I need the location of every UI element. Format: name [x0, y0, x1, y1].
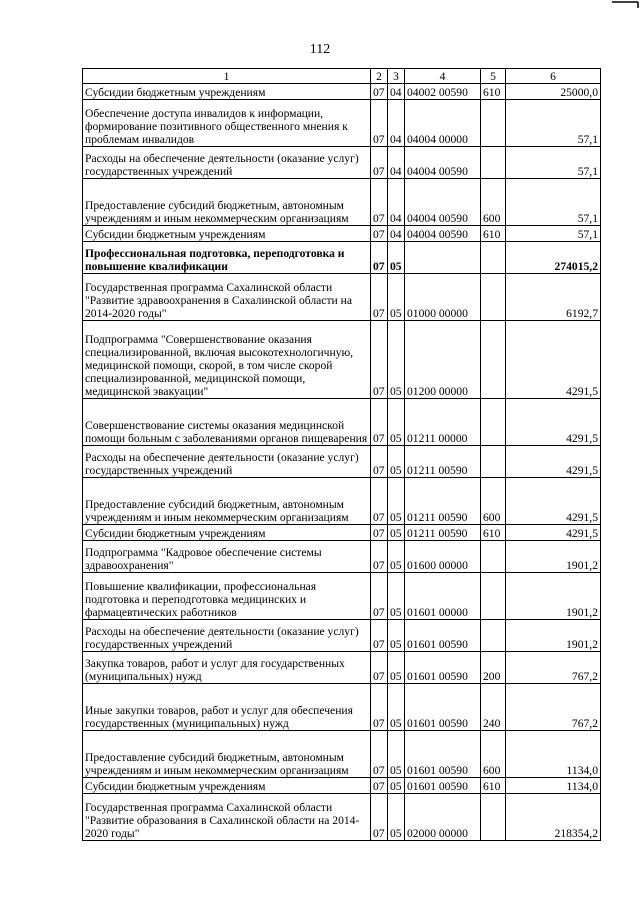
- row-amount: 1901,2: [506, 573, 601, 620]
- row-expense-type: [481, 399, 506, 446]
- row-amount: 4291,5: [506, 478, 601, 525]
- row-amount: 1134,0: [506, 778, 601, 794]
- row-expense-type: 600: [481, 731, 506, 778]
- table-row: [83, 226, 601, 242]
- row-subsection: 04: [388, 100, 405, 147]
- row-section: 07: [371, 100, 388, 147]
- table-row: [83, 446, 601, 478]
- row-section: 07: [371, 274, 388, 321]
- row-target-article: [405, 242, 481, 274]
- row-target-article: 01211 00000: [405, 399, 481, 446]
- row-subsection: 05: [388, 620, 405, 652]
- row-target-article: 04004 00000: [405, 100, 481, 147]
- row-target-article: 01211 00590: [405, 446, 481, 478]
- table-header-row: [83, 69, 601, 84]
- row-amount: 4291,5: [506, 446, 601, 478]
- row-section: 07: [371, 652, 388, 684]
- table-row: [83, 147, 601, 179]
- row-subsection: 04: [388, 226, 405, 242]
- row-section: 07: [371, 179, 388, 226]
- row-expense-type: [481, 446, 506, 478]
- row-target-article: 04004 00590: [405, 226, 481, 242]
- row-section: 07: [371, 321, 388, 399]
- header-cell: 1: [83, 69, 371, 84]
- row-name: Обеспечение доступа инвалидов к информации, формирование позитивного общественного мнения к проблемам инвалидов: [83, 100, 371, 147]
- table-row: [83, 478, 601, 525]
- row-name: Предоставление субсидий бюджетным, автономным учреждениям и иным некоммерческим организациям: [83, 478, 371, 525]
- row-name: Расходы на обеспечение деятельности (оказание услуг) государственных учреждений: [83, 446, 371, 478]
- row-name: Государственная программа Сахалинской области "Развитие образования в Сахалинской области на 2014-2020 годы": [83, 794, 371, 841]
- row-amount: 57,1: [506, 226, 601, 242]
- row-name: Субсидии бюджетным учреждениям: [83, 525, 371, 541]
- row-target-article: 01601 00590: [405, 684, 481, 731]
- row-subsection: 05: [388, 731, 405, 778]
- row-expense-type: 610: [481, 84, 506, 100]
- table-row: [83, 321, 601, 399]
- row-subsection: 05: [388, 778, 405, 794]
- row-section: 07: [371, 147, 388, 179]
- row-subsection: 04: [388, 147, 405, 179]
- row-subsection: 05: [388, 321, 405, 399]
- table-row: [83, 242, 601, 274]
- row-section: 07: [371, 399, 388, 446]
- row-target-article: 01211 00590: [405, 525, 481, 541]
- row-amount: 218354,2: [506, 794, 601, 841]
- row-target-article: 02000 00000: [405, 794, 481, 841]
- row-name: Государственная программа Сахалинской области "Развитие здравоохранения в Сахалинской области на 2014-2020 годы": [83, 274, 371, 321]
- row-target-article: 01000 00000: [405, 274, 481, 321]
- row-subsection: 04: [388, 179, 405, 226]
- row-expense-type: [481, 794, 506, 841]
- row-amount: 4291,5: [506, 399, 601, 446]
- header-cell: 5: [481, 69, 506, 84]
- row-section: 07: [371, 525, 388, 541]
- row-amount: 57,1: [506, 100, 601, 147]
- row-expense-type: 610: [481, 226, 506, 242]
- row-expense-type: [481, 541, 506, 573]
- row-target-article: 04004 00590: [405, 179, 481, 226]
- row-target-article: 01200 00000: [405, 321, 481, 399]
- row-section: 07: [371, 731, 388, 778]
- row-name: Подпрограмма "Совершенствование оказания специализированной, включая высокотехнологичную, медицинской помощи, скорой, в том числе скорой специализированной, медицинской помощи, медицинской эвакуации": [83, 321, 371, 399]
- table-row: [83, 179, 601, 226]
- row-target-article: 04002 00590: [405, 84, 481, 100]
- row-subsection: 05: [388, 794, 405, 841]
- row-section: 07: [371, 541, 388, 573]
- row-section: 07: [371, 684, 388, 731]
- row-name: Закупка товаров, работ и услуг для государственных (муниципальных) нужд: [83, 652, 371, 684]
- row-amount: 57,1: [506, 179, 601, 226]
- row-section: 07: [371, 778, 388, 794]
- row-expense-type: 600: [481, 478, 506, 525]
- row-amount: 1134,0: [506, 731, 601, 778]
- row-target-article: 01211 00590: [405, 478, 481, 525]
- row-expense-type: [481, 242, 506, 274]
- row-expense-type: [481, 147, 506, 179]
- row-target-article: 04004 00590: [405, 147, 481, 179]
- table-row: [83, 274, 601, 321]
- row-amount: 25000,0: [506, 84, 601, 100]
- row-expense-type: [481, 100, 506, 147]
- row-section: 07: [371, 242, 388, 274]
- header-cell: 6: [506, 69, 601, 84]
- table-row: [83, 652, 601, 684]
- row-name: Субсидии бюджетным учреждениям: [83, 226, 371, 242]
- row-amount: 57,1: [506, 147, 601, 179]
- row-section: 07: [371, 226, 388, 242]
- table-row: [83, 573, 601, 620]
- page-number: 112: [309, 42, 331, 57]
- header-cell: 4: [405, 69, 481, 84]
- row-subsection: 05: [388, 541, 405, 573]
- row-section: 07: [371, 573, 388, 620]
- row-name: Субсидии бюджетным учреждениям: [83, 778, 371, 794]
- row-name: Профессиональная подготовка, переподготовка и повышение квалификации: [83, 242, 371, 274]
- row-expense-type: [481, 274, 506, 321]
- row-subsection: 05: [388, 573, 405, 620]
- row-section: 07: [371, 620, 388, 652]
- budget-table: [82, 68, 601, 841]
- row-name: Подпрограмма "Кадровое обеспечение системы здравоохранения": [83, 541, 371, 573]
- row-expense-type: 240: [481, 684, 506, 731]
- row-target-article: 01600 00000: [405, 541, 481, 573]
- row-subsection: 05: [388, 399, 405, 446]
- row-subsection: 05: [388, 242, 405, 274]
- table-row: [83, 84, 601, 100]
- row-expense-type: 600: [481, 179, 506, 226]
- row-name: Расходы на обеспечение деятельности (оказание услуг) государственных учреждений: [83, 147, 371, 179]
- row-subsection: 05: [388, 525, 405, 541]
- row-amount: 767,2: [506, 684, 601, 731]
- row-amount: 4291,5: [506, 525, 601, 541]
- row-section: 07: [371, 794, 388, 841]
- table-row: [83, 778, 601, 794]
- table-row: [83, 731, 601, 778]
- row-subsection: 04: [388, 84, 405, 100]
- row-target-article: 01601 00590: [405, 652, 481, 684]
- row-section: 07: [371, 478, 388, 525]
- row-amount: 274015,2: [506, 242, 601, 274]
- row-amount: 6192,7: [506, 274, 601, 321]
- row-target-article: 01601 00590: [405, 731, 481, 778]
- row-subsection: 05: [388, 652, 405, 684]
- row-expense-type: [481, 573, 506, 620]
- table-row: [83, 100, 601, 147]
- row-amount: 4291,5: [506, 321, 601, 399]
- row-amount: 767,2: [506, 652, 601, 684]
- row-name: Совершенствование системы оказания медицинской помощи больным с заболеваниями органов пищеварения: [83, 399, 371, 446]
- table-row: [83, 620, 601, 652]
- table-row: [83, 399, 601, 446]
- row-target-article: 01601 00000: [405, 573, 481, 620]
- row-subsection: 05: [388, 446, 405, 478]
- corner-mark: [610, 0, 640, 10]
- row-expense-type: 200: [481, 652, 506, 684]
- row-expense-type: 610: [481, 525, 506, 541]
- row-target-article: 01601 00590: [405, 778, 481, 794]
- row-section: 07: [371, 446, 388, 478]
- row-amount: 1901,2: [506, 541, 601, 573]
- budget-table-body: [83, 69, 601, 841]
- table-row: [83, 794, 601, 841]
- table-row: [83, 541, 601, 573]
- row-expense-type: [481, 321, 506, 399]
- row-name: Предоставление субсидий бюджетным, автономным учреждениям и иным некоммерческим организациям: [83, 179, 371, 226]
- row-subsection: 05: [388, 478, 405, 525]
- row-expense-type: [481, 620, 506, 652]
- row-name: Предоставление субсидий бюджетным, автономным учреждениям и иным некоммерческим организациям: [83, 731, 371, 778]
- row-subsection: 05: [388, 274, 405, 321]
- row-name: Иные закупки товаров, работ и услуг для обеспечения государственных (муниципальных) нужд: [83, 684, 371, 731]
- row-amount: 1901,2: [506, 620, 601, 652]
- row-name: Повышение квалификации, профессиональная подготовка и переподготовка медицинских и фармацевтических работников: [83, 573, 371, 620]
- table-row: [83, 684, 601, 731]
- header-cell: 3: [388, 69, 405, 84]
- row-target-article: 01601 00590: [405, 620, 481, 652]
- row-name: Субсидии бюджетным учреждениям: [83, 84, 371, 100]
- row-subsection: 05: [388, 684, 405, 731]
- row-section: 07: [371, 84, 388, 100]
- row-expense-type: 610: [481, 778, 506, 794]
- header-cell: 2: [371, 69, 388, 84]
- table-row: [83, 525, 601, 541]
- row-name: Расходы на обеспечение деятельности (оказание услуг) государственных учреждений: [83, 620, 371, 652]
